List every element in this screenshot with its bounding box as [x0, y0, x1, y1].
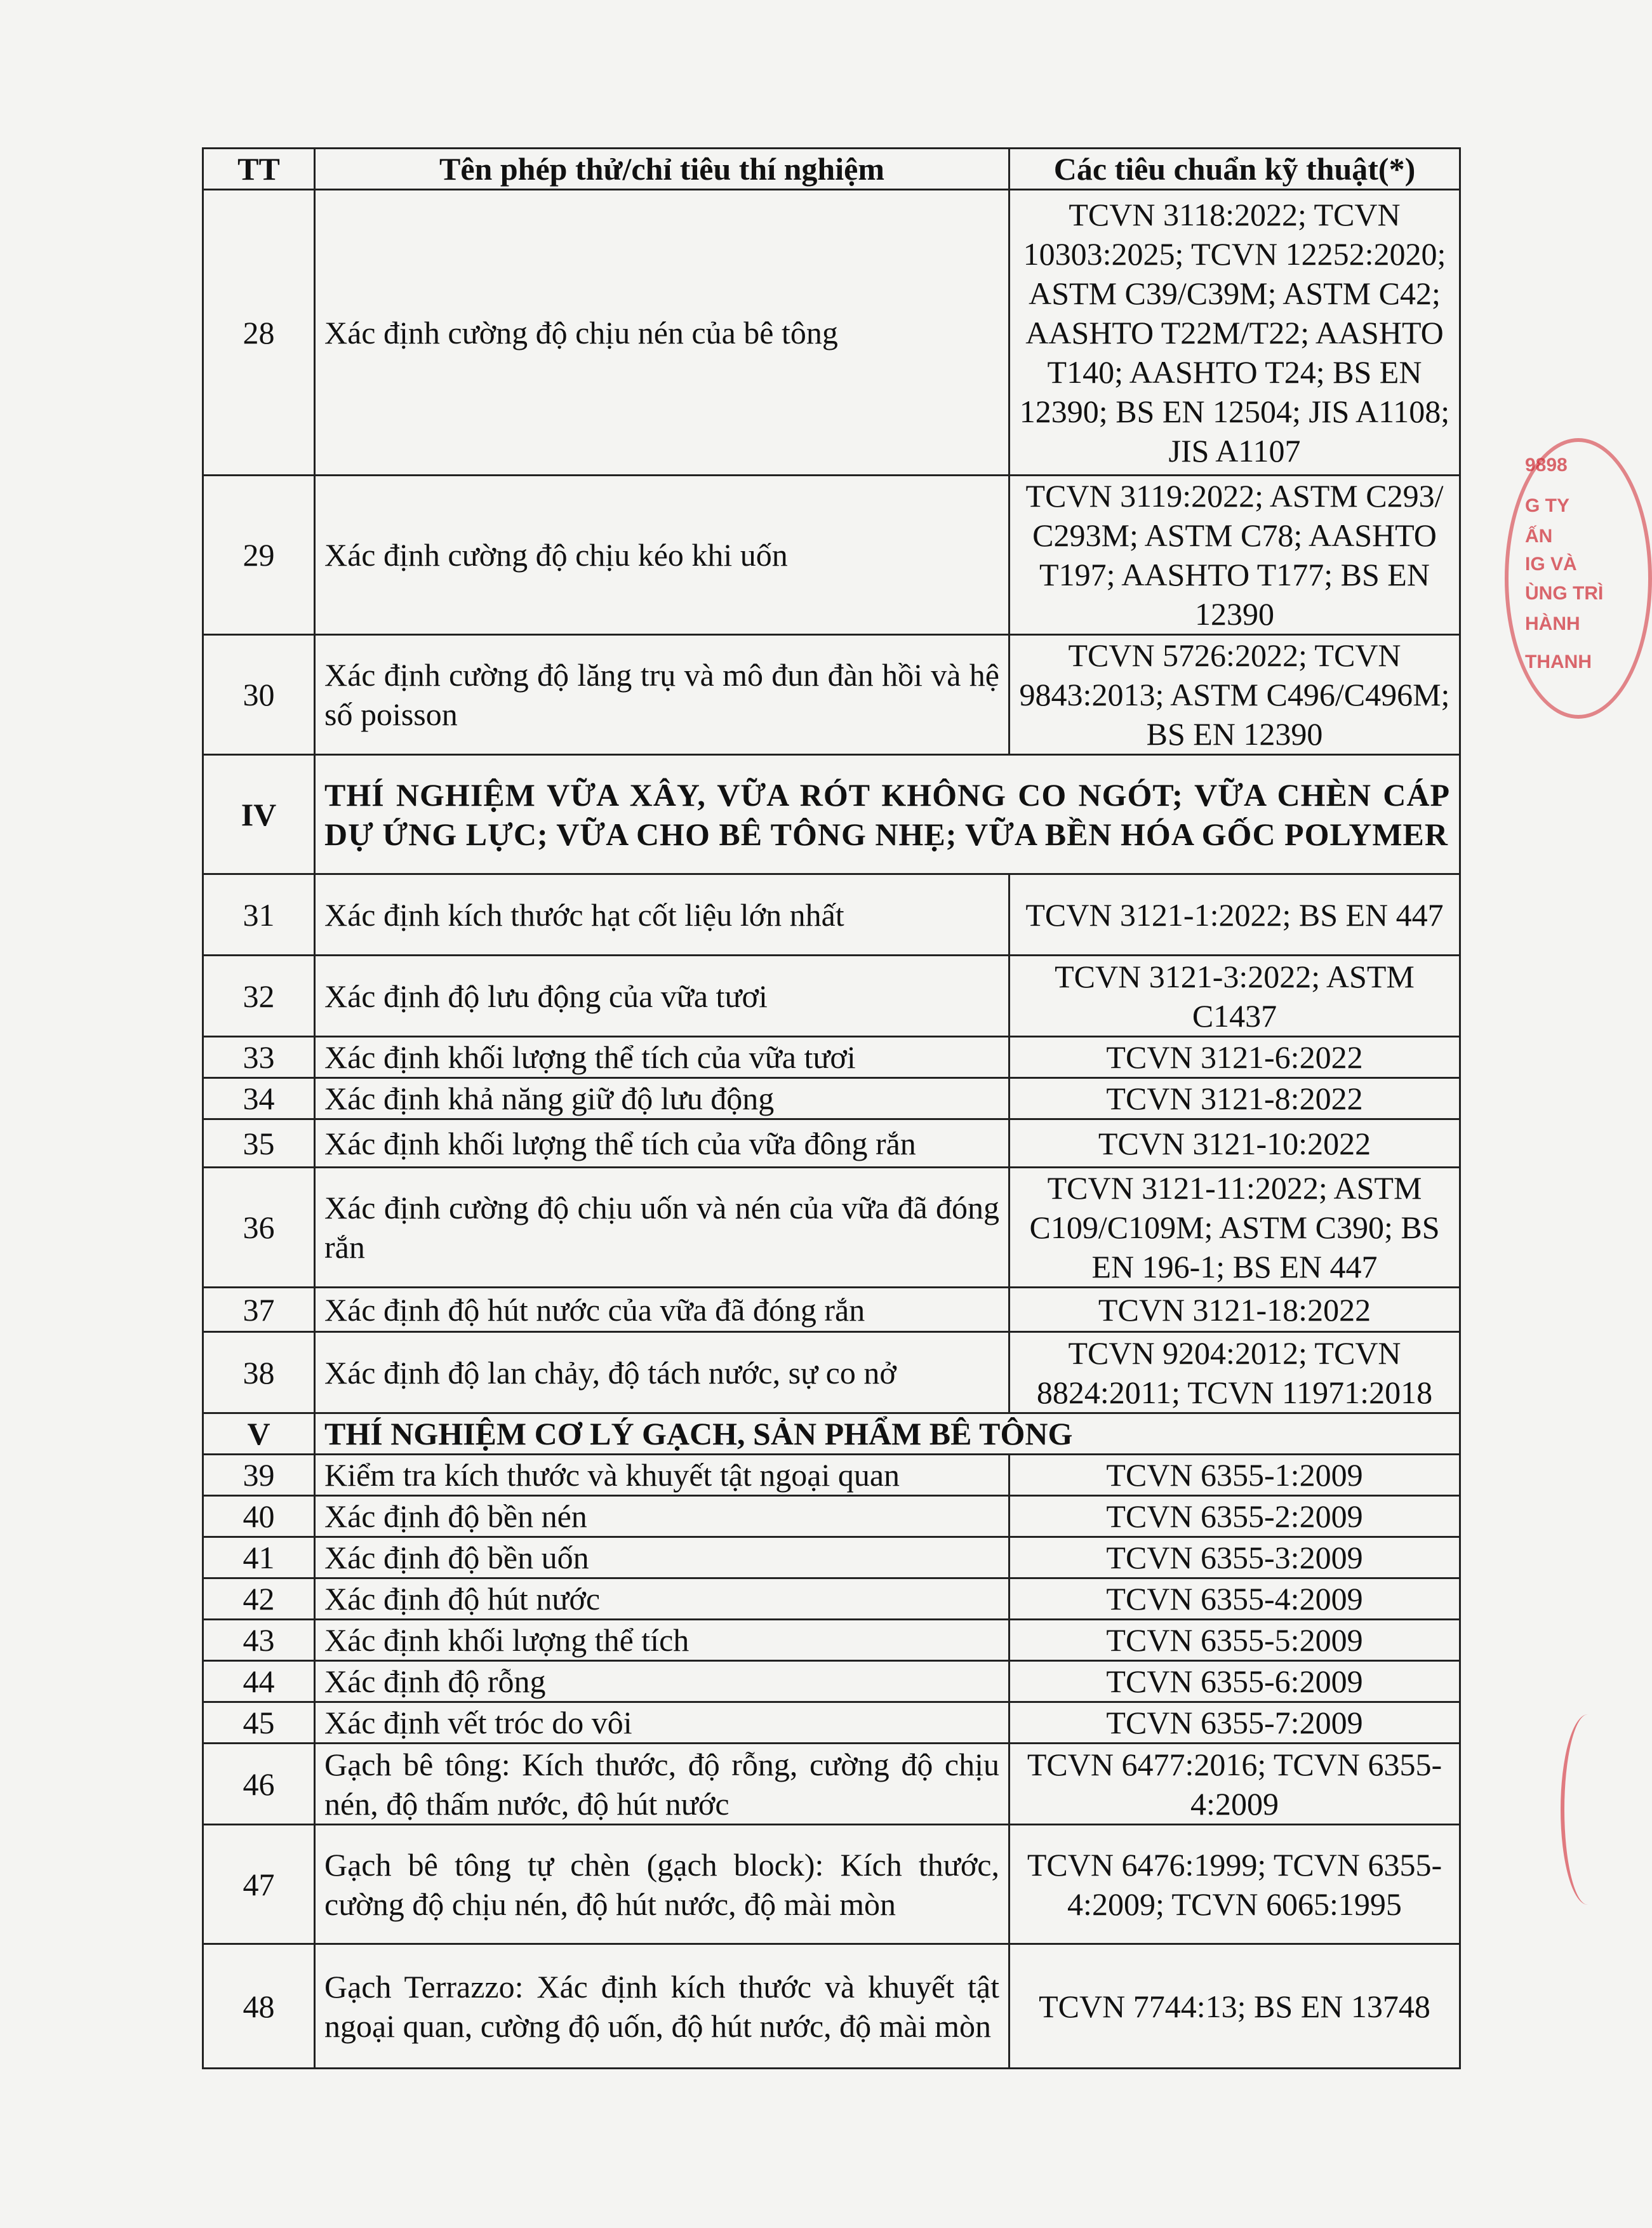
- test-name: Xác định độ hút nước của vữa đã đóng rắn: [315, 1288, 1009, 1332]
- row-number: 32: [203, 956, 315, 1037]
- test-name: Xác định độ bền nén: [315, 1496, 1009, 1537]
- standard-codes: TCVN 6355-6:2009: [1009, 1661, 1460, 1702]
- row-number: 37: [203, 1288, 315, 1332]
- table-row: [203, 1578, 1460, 1620]
- section-title: THÍ NGHIỆM VỮA XÂY, VỮA RÓT KHÔNG CO NGÓT; VỮA CHÈN CÁP DỰ ỨNG LỰC; VỮA CHO BÊ TÔNG NHẸ; VỮA BỀN HÓA GỐC POLYMER: [315, 755, 1460, 874]
- table-row: [203, 190, 1460, 476]
- standard-codes: TCVN 6477:2016; TCVN 6355-4:2009: [1009, 1744, 1460, 1825]
- standard-codes: TCVN 6355-3:2009: [1009, 1537, 1460, 1578]
- row-number: 33: [203, 1037, 315, 1078]
- standard-codes: TCVN 5726:2022; TCVN 9843:2013; ASTM C496/C496M; BS EN 12390: [1009, 635, 1460, 755]
- test-name: Xác định khối lượng thể tích của vữa tươi: [315, 1037, 1009, 1078]
- table-row: [203, 1944, 1460, 2069]
- standard-codes: TCVN 3121-3:2022; ASTM C1437: [1009, 956, 1460, 1037]
- standard-codes: TCVN 6355-1:2009: [1009, 1455, 1460, 1496]
- test-name: Xác định khối lượng thể tích của vữa đông rắn: [315, 1119, 1009, 1168]
- seal-text: ẤN: [1525, 526, 1553, 547]
- standard-codes: TCVN 3121-18:2022: [1009, 1288, 1460, 1332]
- section-row: [203, 1413, 1460, 1455]
- row-number: 43: [203, 1620, 315, 1661]
- table-row: [203, 1825, 1460, 1944]
- table-row: [203, 1496, 1460, 1537]
- test-name: Xác định cường độ lăng trụ và mô đun đàn hồi và hệ số poisson: [315, 635, 1009, 755]
- standard-codes: TCVN 3119:2022; ASTM C293/ C293M; ASTM C78; AASHTO T197; AASHTO T177; BS EN 12390: [1009, 476, 1460, 635]
- header-test-name: Tên phép thử/chỉ tiêu thí nghiệm: [315, 149, 1009, 190]
- test-name: Xác định độ lan chảy, độ tách nước, sự co nở: [315, 1332, 1009, 1413]
- test-name: Xác định kích thước hạt cốt liệu lớn nhất: [315, 874, 1009, 956]
- section-title: THÍ NGHIỆM CƠ LÝ GẠCH, SẢN PHẨM BÊ TÔNG: [315, 1413, 1460, 1455]
- header-tt: TT: [203, 149, 315, 190]
- test-name: Gạch Terrazzo: Xác định kích thước và khuyết tật ngoại quan, cường độ uốn, độ hút nước, độ mài mòn: [315, 1944, 1009, 2069]
- seal-text: IG VÀ: [1525, 554, 1577, 575]
- row-number: 42: [203, 1578, 315, 1620]
- table-row: [203, 1537, 1460, 1578]
- standards-table: [202, 147, 1461, 2069]
- table-row: [203, 1702, 1460, 1744]
- test-name: Xác định cường độ chịu kéo khi uốn: [315, 476, 1009, 635]
- row-number: 47: [203, 1825, 315, 1944]
- row-number: 36: [203, 1168, 315, 1288]
- table-row: [203, 476, 1460, 635]
- section-number: IV: [203, 755, 315, 874]
- test-name: Gạch bê tông: Kích thước, độ rỗng, cường độ chịu nén, độ thấm nước, độ hút nước: [315, 1744, 1009, 1825]
- row-number: 30: [203, 635, 315, 755]
- table-row: [203, 1119, 1460, 1168]
- table-row: [203, 956, 1460, 1037]
- table-row: [203, 635, 1460, 755]
- table-row: [203, 1332, 1460, 1413]
- table-row: [203, 874, 1460, 956]
- table-row: [203, 1661, 1460, 1702]
- table-row: [203, 1078, 1460, 1119]
- standard-codes: TCVN 6355-7:2009: [1009, 1702, 1460, 1744]
- row-number: 28: [203, 190, 315, 476]
- test-name: Xác định khối lượng thể tích: [315, 1620, 1009, 1661]
- standard-codes: TCVN 6355-5:2009: [1009, 1620, 1460, 1661]
- table-header-row: [203, 149, 1460, 190]
- standard-codes: TCVN 3121-1:2022; BS EN 447: [1009, 874, 1460, 956]
- company-seal: [1505, 438, 1652, 719]
- test-name: Xác định cường độ chịu nén của bê tông: [315, 190, 1009, 476]
- standard-codes: TCVN 3118:2022; TCVN 10303:2025; TCVN 12252:2020; ASTM C39/C39M; ASTM C42; AASHTO T22M/T22; AASHTO T140; AASHTO T24; BS EN 12390; BS EN 12504; JIS A1108; JIS A1107: [1009, 190, 1460, 476]
- seal-fragment: [1561, 1714, 1615, 1905]
- test-name: Xác định cường độ chịu uốn và nén của vữa đã đóng rắn: [315, 1168, 1009, 1288]
- test-name: Kiểm tra kích thước và khuyết tật ngoại quan: [315, 1455, 1009, 1496]
- row-number: 40: [203, 1496, 315, 1537]
- table-row: [203, 1288, 1460, 1332]
- table-row: [203, 1744, 1460, 1825]
- test-name: Gạch bê tông tự chèn (gạch block): Kích thước, cường độ chịu nén, độ hút nước, độ mài mòn: [315, 1825, 1009, 1944]
- test-name: Xác định vết tróc do vôi: [315, 1702, 1009, 1744]
- standard-codes: TCVN 6476:1999; TCVN 6355-4:2009; TCVN 6065:1995: [1009, 1825, 1460, 1944]
- section-row: [203, 755, 1460, 874]
- header-standards: Các tiêu chuẩn kỹ thuật(*): [1009, 149, 1460, 190]
- seal-text: HÀNH: [1525, 613, 1580, 634]
- test-name: Xác định độ rỗng: [315, 1661, 1009, 1702]
- table-row: [203, 1455, 1460, 1496]
- standard-codes: TCVN 7744:13; BS EN 13748: [1009, 1944, 1460, 2069]
- test-name: Xác định độ hút nước: [315, 1578, 1009, 1620]
- seal-text: ÙNG TRÌ: [1525, 583, 1604, 604]
- table-row: [203, 1620, 1460, 1661]
- row-number: 38: [203, 1332, 315, 1413]
- test-name: Xác định khả năng giữ độ lưu động: [315, 1078, 1009, 1119]
- standard-codes: TCVN 3121-10:2022: [1009, 1119, 1460, 1168]
- test-name: Xác định độ bền uốn: [315, 1537, 1009, 1578]
- standard-codes: TCVN 3121-6:2022: [1009, 1037, 1460, 1078]
- seal-text: G TY: [1525, 495, 1570, 516]
- row-number: 48: [203, 1944, 315, 2069]
- seal-text: 9898: [1525, 455, 1568, 476]
- table-row: [203, 1168, 1460, 1288]
- section-number: V: [203, 1413, 315, 1455]
- standard-codes: TCVN 9204:2012; TCVN 8824:2011; TCVN 11971:2018: [1009, 1332, 1460, 1413]
- row-number: 39: [203, 1455, 315, 1496]
- row-number: 44: [203, 1661, 315, 1702]
- row-number: 31: [203, 874, 315, 956]
- standard-codes: TCVN 6355-4:2009: [1009, 1578, 1460, 1620]
- row-number: 35: [203, 1119, 315, 1168]
- table-row: [203, 1037, 1460, 1078]
- standard-codes: TCVN 3121-11:2022; ASTM C109/C109M; ASTM C390; BS EN 196-1; BS EN 447: [1009, 1168, 1460, 1288]
- standard-codes: TCVN 6355-2:2009: [1009, 1496, 1460, 1537]
- row-number: 46: [203, 1744, 315, 1825]
- row-number: 34: [203, 1078, 315, 1119]
- row-number: 45: [203, 1702, 315, 1744]
- standard-codes: TCVN 3121-8:2022: [1009, 1078, 1460, 1119]
- row-number: 41: [203, 1537, 315, 1578]
- row-number: 29: [203, 476, 315, 635]
- test-name: Xác định độ lưu động của vữa tươi: [315, 956, 1009, 1037]
- seal-text: THANH: [1525, 651, 1592, 672]
